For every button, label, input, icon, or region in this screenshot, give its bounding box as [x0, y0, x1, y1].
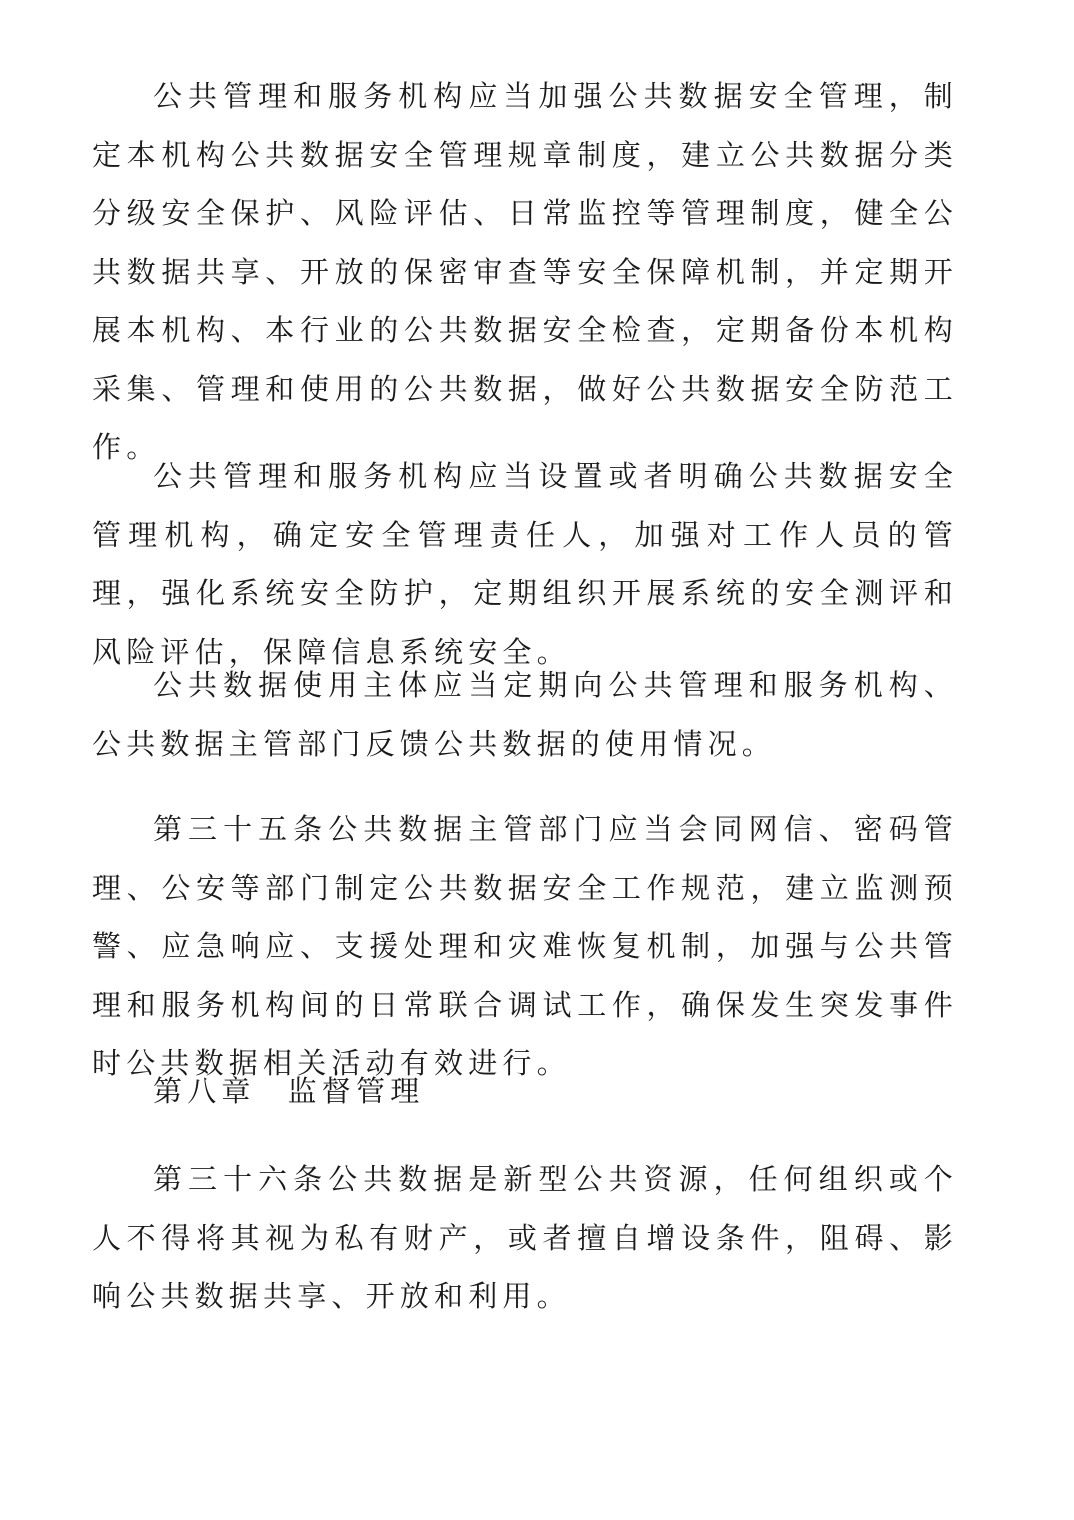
paragraph-security-agency: 公共管理和服务机构应当设置或者明确公共数据安全管理机构，确定安全管理责任人，加强对工作人员的管理，强化系统安全防护，定期组织开展系统的安全测评和风险评估，保障信息系统安全。	[92, 459, 958, 669]
paragraph-usage-feedback: 公共数据使用主体应当定期向公共管理和服务机构、公共数据主管部门反馈公共数据的使用情况。	[92, 668, 958, 761]
chapter-title: 监督管理	[287, 1074, 425, 1108]
chapter-number: 第八章	[153, 1074, 256, 1108]
chapter-heading	[92, 1062, 958, 1121]
paragraph-article-36: 第三十六条公共数据是新型公共资源，任何组织或个人不得将其视为私有财产，或者擅自增设条件，阻碍、影响公共数据共享、开放和利用。	[92, 1162, 958, 1313]
paragraph-data-security-management: 公共管理和服务机构应当加强公共数据安全管理，制定本机构公共数据安全管理规章制度，建立公共数据分类分级安全保护、风险评估、日常监控等管理制度，健全公共数据共享、开放的保密审查等安全保障机制，并定期开展本机构、本行业的公共数据安全检查，定期备份本机构采集、管理和使用的公共数据，做好公共数据安全防范工作。	[92, 79, 958, 464]
paragraph-article-35: 第三十五条公共数据主管部门应当会同网信、密码管理、公安等部门制定公共数据安全工作规范，建立监测预警、应急响应、支援处理和灾难恢复机制，加强与公共管理和服务机构间的日常联合调试工作，确保发生突发事件时公共数据相关活动有效进行。	[92, 812, 958, 1080]
